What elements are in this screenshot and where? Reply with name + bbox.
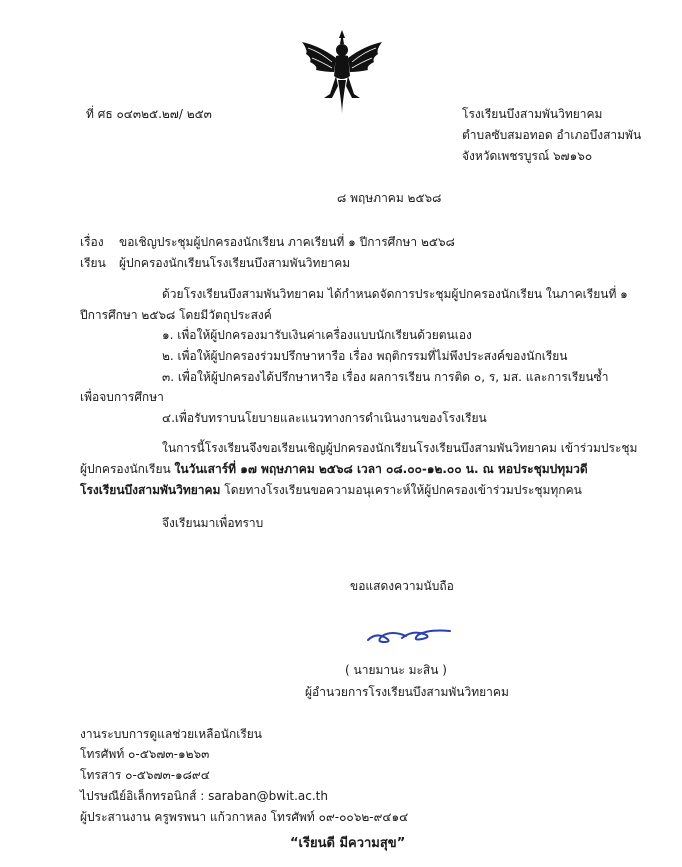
invitation-line-1: ในการนี้โรงเรียนจึงขอเรียนเชิญผู้ปกครองนักเรียนโรงเรียนบึงสามพันวิทยาคม เข้าร่วมประชุม: [162, 441, 638, 455]
objective-3: ๓. เพื่อให้ผู้ปกครองได้ปรึกษาหารือ เรื่อง ผลการเรียน การติด ๐, ร, มส. และการเรียนซ้ำ: [162, 370, 609, 384]
phone: โทรศัพท์ ๐-๕๖๗๓-๑๒๖๓: [80, 747, 210, 761]
garuda-emblem: [296, 28, 388, 120]
objective-2: ๒. เพื่อให้ผู้ปกครองร่วมปรึกษาหารือ เรื่อง พฤติกรรมที่ไม่พึงประสงค์ของนักเรียน: [162, 349, 568, 363]
address-province: จังหวัดเพชรบูรณ์ ๖๗๑๖๐: [462, 149, 593, 163]
address-line: ตำบลซับสมอทอด อำเภอบึงสามพัน: [462, 128, 642, 142]
reference-number: ที่ ศธ ๐๔๓๒๕.๒๗/ ๒๕๓: [86, 107, 212, 121]
meeting-school: โรงเรียนบึงสามพันวิทยาคม: [80, 483, 221, 497]
coordinator: ผู้ประสานงาน ครูพรพนา แก้วกาหลง โทรศัพท์ ๐๙-๐๐๖๒-๙๔๑๔: [80, 810, 409, 824]
subject-label: เรื่อง: [80, 235, 104, 249]
invitation-line-3-plain: โดยทางโรงเรียนขอความอนุเคราะห์ให้ผู้ปกครองเข้าร่วมประชุมทุกคน: [220, 483, 582, 497]
objective-1: ๑. เพื่อให้ผู้ปกครองมารับเงินค่าเครื่องแบบนักเรียนด้วยตนเอง: [162, 328, 472, 342]
signatory-name: ( นายมานะ มะสิน ): [345, 663, 447, 677]
intro-line-2: ปีการศึกษา ๒๕๖๘ โดยมีวัตถุประสงค์: [80, 308, 272, 322]
school-motto: “เรียนดี มีความสุข”: [290, 836, 406, 851]
invitation-line-2-plain: ผู้ปกครองนักเรียน: [80, 462, 175, 476]
recipient-label: เรียน: [80, 256, 106, 270]
closing-note: จึงเรียนมาเพื่อทราบ: [162, 516, 264, 530]
school-name: โรงเรียนบึงสามพันวิทยาคม: [462, 107, 603, 121]
email: ไปรษณีย์อิเล็กทรอนิกส์ : saraban@bwit.ac.th: [80, 789, 328, 803]
intro-line-1: ด้วยโรงเรียนบึงสามพันวิทยาคม ได้กำหนดจัดการประชุมผู้ปกครองนักเรียน ในภาคเรียนที่ ๑: [162, 287, 628, 301]
letter-date: ๘ พฤษภาคม ๒๕๖๘: [337, 191, 442, 205]
regards: ขอแสดงความนับถือ: [350, 579, 454, 593]
subject-text: ขอเชิญประชุมผู้ปกครองนักเรียน ภาคเรียนที่ ๑ ปีการศึกษา ๒๕๖๘: [119, 235, 455, 249]
meeting-datetime-venue: ในวันเสาร์ที่ ๑๗ พฤษภาคม ๒๕๖๘ เวลา ๐๘.๐๐-๑๒.๐๐ น. ณ หอประชุมปทุมวดี: [174, 462, 588, 476]
objective-4: ๔.เพื่อรับทราบนโยบายและแนวทางการดำเนินงานของโรงเรียน: [162, 411, 487, 425]
recipient-text: ผู้ปกครองนักเรียนโรงเรียนบึงสามพันวิทยาคม: [119, 256, 351, 270]
fax: โทรสาร ๐-๕๖๗๓-๑๘๙๔: [80, 768, 210, 782]
invitation-line-3: [80, 482, 582, 498]
invitation-line-2: [80, 461, 588, 477]
department: งานระบบการดูแลช่วยเหลือนักเรียน: [80, 727, 262, 741]
handwritten-signature: [362, 626, 454, 648]
signatory-position: ผู้อำนวยการโรงเรียนบึงสามพันวิทยาคม: [305, 685, 509, 699]
objective-3-continued: เพื่อจบการศึกษา: [80, 390, 164, 404]
